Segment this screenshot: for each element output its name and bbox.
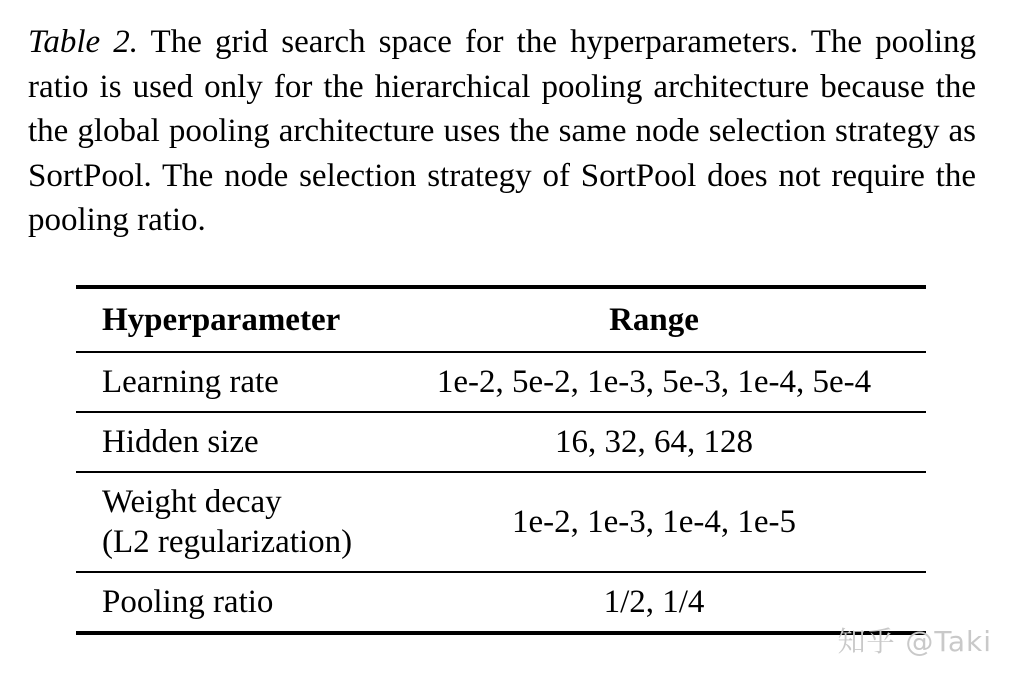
watermark: 知乎 @Taki (837, 625, 992, 658)
param-name: Weight decay (102, 484, 282, 520)
hyperparameter-table (76, 285, 926, 635)
table-row (76, 412, 926, 472)
param-name: Hidden size (102, 424, 259, 460)
caption-label: Table 2. (28, 24, 139, 60)
header-range: Range (609, 302, 699, 338)
table-caption (28, 20, 976, 243)
param-cell (76, 472, 402, 572)
table-row (76, 472, 926, 572)
table-row (76, 572, 926, 633)
param-cell (76, 572, 402, 633)
table-row (76, 352, 926, 412)
caption-text: The grid search space for the hyperparameters. The pooling ratio is used only for the hierarchical pooling architecture because the the global pooling architecture uses the same node selection strategy as SortPool. The node selection strategy of SortPool does not require the pooling ratio. (28, 24, 976, 238)
range-cell: 1e-2, 5e-2, 1e-3, 5e-3, 1e-4, 5e-4 (436, 364, 872, 400)
range-cell: 1e-2, 1e-3, 1e-4, 1e-5 (511, 504, 797, 540)
header-hyperparameter: Hyperparameter (102, 302, 341, 338)
param-name: Pooling ratio (102, 584, 274, 620)
param-name-note: (L2 regularization) (102, 524, 353, 560)
hyperparameter-table-container (76, 285, 926, 635)
param-cell (76, 412, 402, 472)
table-header-row (76, 287, 926, 352)
range-cell: 1/2, 1/4 (603, 584, 705, 620)
range-cell: 16, 32, 64, 128 (555, 424, 753, 460)
param-name: Learning rate (102, 364, 279, 400)
param-cell (76, 352, 402, 412)
